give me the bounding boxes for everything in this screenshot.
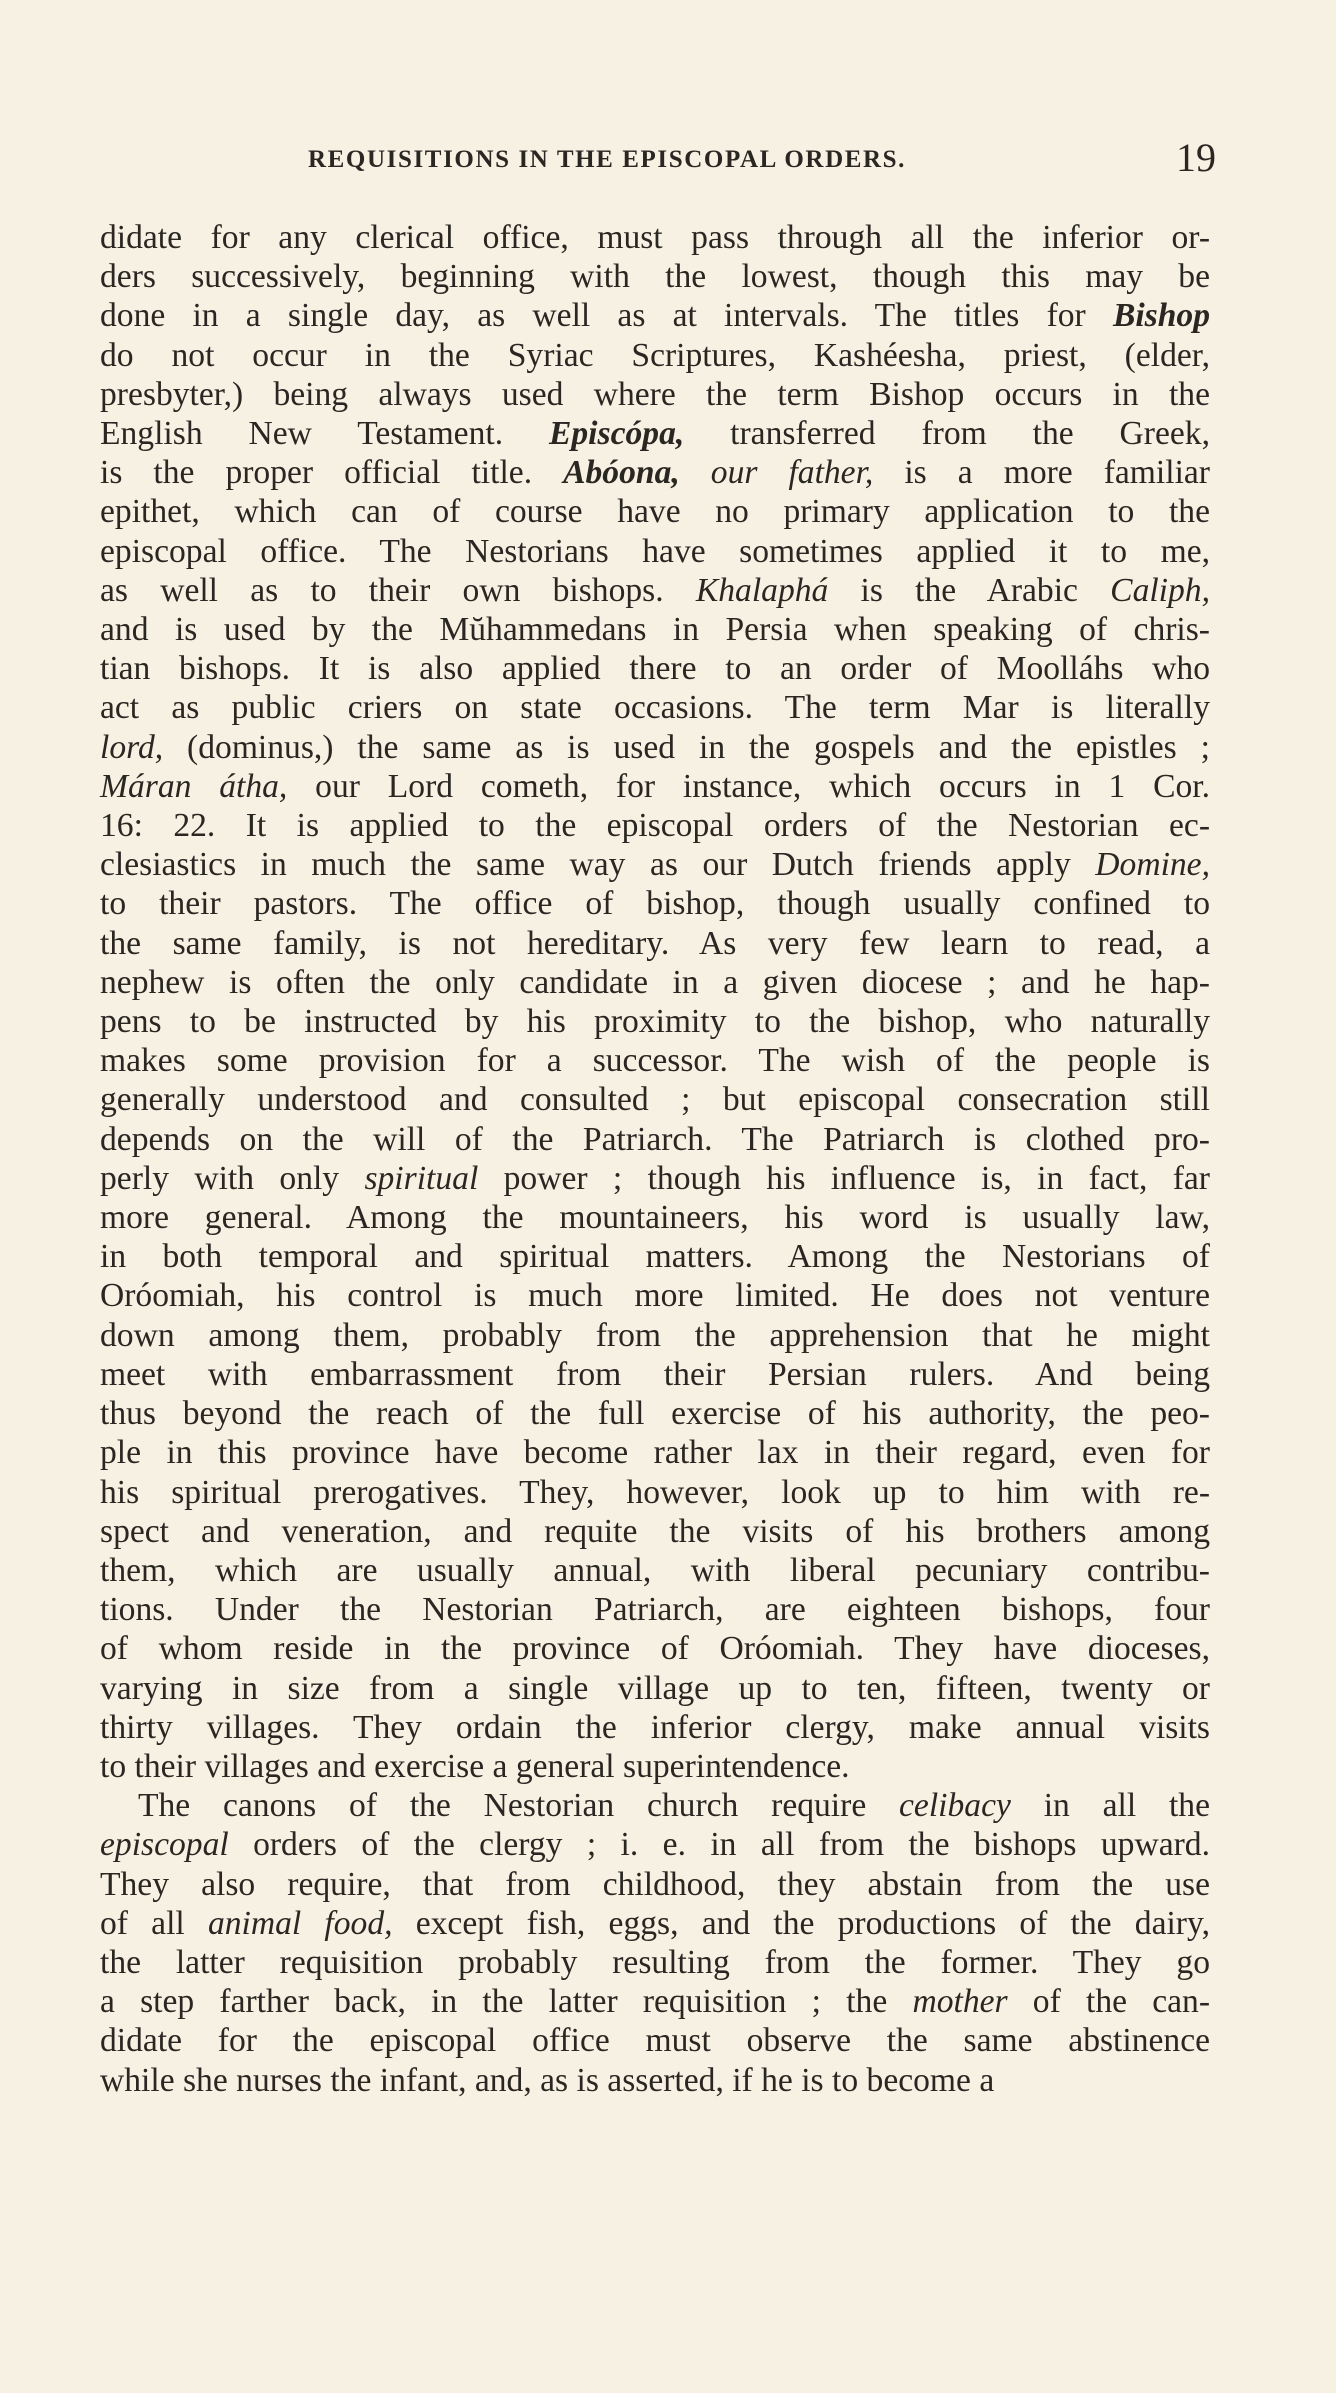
text-run: ders successively, beginning with the lowest, though this may be — [100, 258, 1210, 296]
text-line — [100, 1669, 1210, 1708]
text-run: except fish, eggs, and the productions of the dairy, — [392, 1904, 1210, 1942]
text-run: in both temporal and spiritual matters. Among the Nestorians of — [100, 1238, 1210, 1276]
text-run: Oróomiah, his control is much more limited. He does not venture — [100, 1277, 1210, 1315]
text-line — [100, 1512, 1210, 1551]
text-line — [100, 1865, 1210, 1904]
text-run: of the can- — [1007, 1983, 1210, 2021]
text-line — [100, 1629, 1210, 1668]
text-line — [100, 1041, 1210, 1080]
text-line — [100, 1080, 1210, 1119]
text-line — [100, 1159, 1210, 1198]
text-run: is the proper official title. — [100, 454, 564, 492]
text-line — [100, 296, 1210, 335]
text-run: didate for the episcopal office must observe the same abstinence — [100, 2022, 1210, 2060]
text-run: orders of the clergy ; i. e. in all from the bishops upward. — [228, 1826, 1210, 1864]
text-run: spect and veneration, and requite the visits of his brothers among — [100, 1512, 1210, 1550]
text-line — [100, 924, 1210, 963]
text-run: pens to be instructed by his proximity to the bishop, who naturally — [100, 1003, 1210, 1041]
text-run: and is used by the Mŭhammedans in Persia when speaking of chris- — [100, 611, 1210, 649]
text-line — [100, 1747, 1210, 1786]
text-line — [100, 2061, 1210, 2100]
text-run: (dominus,) the same as is used in the gospels and the epistles ; — [163, 728, 1210, 766]
text-line — [100, 1316, 1210, 1355]
emphasis-text: episcopal — [100, 1826, 229, 1864]
text-run: depends on the will of the Patriarch. The Patriarch is clothed pro- — [100, 1120, 1210, 1158]
text-run: in all the — [1010, 1787, 1210, 1825]
text-run: nephew is often the only candidate in a given diocese ; and he hap- — [100, 963, 1210, 1001]
text-line — [100, 1904, 1210, 1943]
text-line — [100, 1433, 1210, 1472]
text-run: his spiritual prerogatives. They, however, look up to him with re- — [100, 1473, 1210, 1511]
text-run: is the Arabic — [828, 571, 1111, 609]
text-run: thus beyond the reach of the full exercise of his authority, the peo- — [100, 1395, 1210, 1433]
text-run: thirty villages. They ordain the inferior clergy, make annual visits — [100, 1708, 1210, 1746]
text-run: makes some provision for a successor. The wish of the people is — [100, 1042, 1210, 1080]
text-run: generally understood and consulted ; but episcopal consecration still — [100, 1081, 1210, 1119]
text-run: meet with embarrassment from their Persian rulers. And being — [100, 1355, 1210, 1393]
text-run — [680, 454, 711, 491]
text-run: tian bishops. It is also applied there to an order of Moolláhs who — [100, 650, 1210, 688]
text-line — [100, 1943, 1210, 1982]
text-run: act as public criers on state occasions. The term Mar is literally — [100, 689, 1210, 727]
text-line — [100, 688, 1210, 727]
text-run: epithet, which can of course have no primary application to the — [100, 493, 1210, 531]
text-line — [100, 453, 1210, 492]
page-number: 19 — [1176, 135, 1216, 180]
text-line — [100, 963, 1210, 1002]
text-run: a step farther back, in the latter requisition ; the — [100, 1983, 913, 2021]
text-line — [100, 1355, 1210, 1394]
text-line — [100, 1237, 1210, 1276]
text-line — [100, 1825, 1210, 1864]
text-line — [100, 610, 1210, 649]
text-line — [100, 218, 1210, 257]
emphasis-text: celibacy — [899, 1787, 1011, 1825]
text-run: our Lord cometh, for instance, which occurs in 1 Cor. — [287, 767, 1210, 805]
text-line — [100, 375, 1210, 414]
emphasis-text: Caliph, — [1110, 571, 1210, 609]
text-run: of all — [100, 1904, 208, 1942]
text-run: episcopal office. The Nestorians have sometimes applied it to me, — [100, 532, 1210, 570]
text-run: done in a single day, as well as at intervals. The titles for — [100, 297, 1113, 335]
text-line — [100, 492, 1210, 531]
text-line — [100, 571, 1210, 610]
text-run: perly with only — [100, 1159, 365, 1197]
text-run: didate for any clerical office, must pass through all the inferior or- — [100, 219, 1210, 256]
text-run: do not occur in the Syriac Scriptures, Kashéesha, priest, (elder, — [100, 336, 1210, 374]
text-run: to their villages and exercise a general superintendence. — [100, 1747, 850, 1785]
running-head: REQUISITIONS IN THE EPISCOPAL ORDERS. — [308, 146, 907, 173]
emphasis-text: animal food, — [207, 1904, 393, 1942]
text-run: power ; though his influence is, in fact, far — [478, 1159, 1210, 1197]
text-run: presbyter,) being always used where the term Bishop occurs in the — [100, 375, 1210, 413]
text-line — [100, 1276, 1210, 1315]
text-run: them, which are usually annual, with liberal pecuniary contribu- — [100, 1551, 1210, 1589]
text-run: They also require, that from childhood, they abstain from the use — [100, 1865, 1210, 1903]
emphasis-text: Bishop — [1112, 297, 1210, 335]
text-run: while she nurses the infant, and, as is asserted, if he is to become a — [100, 2061, 995, 2099]
emphasis-text: Episcópa, — [549, 415, 685, 453]
emphasis-text: Abóona, — [563, 454, 680, 492]
text-run: down among them, probably from the apprehension that he might — [100, 1316, 1210, 1354]
text-run: tions. Under the Nestorian Patriarch, are eighteen bishops, four — [100, 1591, 1210, 1629]
text-line — [100, 1002, 1210, 1041]
text-run: to their pastors. The office of bishop, though usually confined to — [100, 885, 1210, 923]
text-line — [100, 649, 1210, 688]
emphasis-text: lord, — [100, 728, 164, 766]
text-line — [100, 1786, 1210, 1825]
emphasis-text: Domine, — [1095, 846, 1210, 884]
emphasis-text: mother — [912, 1983, 1008, 2021]
page-header — [108, 135, 1216, 190]
emphasis-text: spiritual — [364, 1159, 479, 1197]
text-line — [100, 1394, 1210, 1433]
text-line — [100, 532, 1210, 571]
text-line — [100, 414, 1210, 453]
text-line — [100, 1708, 1210, 1747]
emphasis-text: Khalaphá — [695, 571, 829, 609]
text-run: the same family, is not hereditary. As very few learn to read, a — [100, 924, 1210, 962]
text-line — [100, 1120, 1210, 1159]
text-run: more general. Among the mountaineers, his word is usually law, — [100, 1199, 1210, 1237]
text-line — [100, 1551, 1210, 1590]
text-line — [100, 884, 1210, 923]
text-run: 16: 22. It is applied to the episcopal orders of the Nestorian ec- — [100, 807, 1210, 845]
text-run: varying in size from a single village up to ten, fifteen, twenty or — [100, 1669, 1210, 1707]
text-line — [100, 1982, 1210, 2021]
text-line — [100, 1590, 1210, 1629]
text-line — [100, 767, 1210, 806]
text-line — [100, 2021, 1210, 2060]
text-line — [100, 1473, 1210, 1512]
text-line — [100, 1198, 1210, 1237]
text-line — [100, 845, 1210, 884]
text-run: English New Testament. — [100, 415, 549, 453]
text-line — [100, 728, 1210, 767]
text-run: ple in this province have become rather lax in their regard, even for — [100, 1434, 1210, 1472]
text-run: the latter requisition probably resulting from the former. They go — [100, 1943, 1210, 1981]
text-run: is a more familiar — [873, 454, 1210, 492]
text-run: clesiastics in much the same way as our Dutch friends apply — [100, 846, 1096, 884]
text-run: The canons of the Nestorian church require — [138, 1787, 900, 1825]
emphasis-text: our father, — [710, 454, 874, 492]
emphasis-text: Máran átha, — [100, 767, 288, 805]
text-run: of whom reside in the province of Oróomiah. They have dioceses, — [100, 1630, 1210, 1668]
text-run: as well as to their own bishops. — [100, 571, 696, 609]
text-run: transferred from the Greek, — [684, 415, 1210, 453]
text-line — [100, 806, 1210, 845]
body-text — [100, 218, 1210, 2100]
text-line — [100, 257, 1210, 296]
text-line — [100, 336, 1210, 375]
